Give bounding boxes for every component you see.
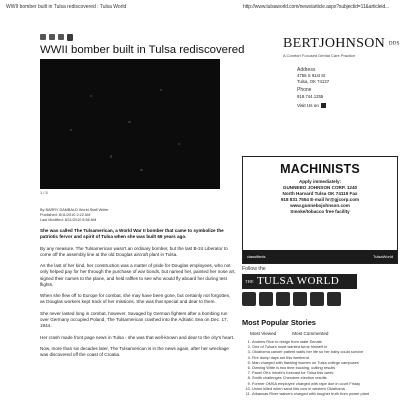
popular-item[interactable]: 6. Owning Witte is two time bucking, cutting results — [252, 365, 398, 370]
article-lead: She was called The Tulsamerican, a World War II bomber that came to symbolize the patriotic fervor and spirit of Tulsa when she was built 66 years ago. — [40, 228, 224, 240]
popular-item[interactable]: 10. Union killed when sand hits cow in western Oklahoma — [252, 386, 398, 391]
classifieds-label: classifieds — [247, 254, 266, 259]
byline-modified: Last Modified: 8/11/2010 8:56 AM — [40, 218, 97, 222]
article-paragraph: When she flew off to Europe for combat, she may have been gone, but certainly not forgotten, as Douglas workers kept track of her missions. She was that special and dear to them. — [40, 293, 231, 305]
print-icon[interactable] — [40, 34, 46, 40]
popular-title: Most Popular Stories — [242, 318, 316, 327]
ad-line: 918 831 7554 E-mail hr@gjcorp.com — [280, 197, 360, 202]
ad-line: www.gunnebojohnson.com — [290, 203, 350, 208]
popular-item[interactable]: 4. Fire dump days set this weekend — [252, 355, 398, 360]
machinists-ad[interactable] — [242, 156, 398, 264]
popular-item[interactable]: 1. Andrew Rice to resign from state Senate — [252, 339, 398, 344]
rss-icon[interactable] — [293, 292, 307, 306]
email-icon[interactable] — [49, 34, 55, 40]
article-paragraph: Now, more than six decades later, The Tulsamerican is in the news again, after her wreckage was discovered off the coast of Croatia. — [40, 346, 229, 358]
facebook-icon[interactable] — [242, 292, 256, 306]
ad-line: Apply immediately: — [298, 179, 342, 184]
popular-item[interactable]: 3. Oklahoma cancer patient waits her life so her baby could survive — [252, 349, 398, 354]
follow-section — [242, 266, 398, 306]
facebook-icon[interactable] — [67, 34, 73, 41]
popular-item[interactable]: 11. Arkansas River waivers charged with tougher truth from power plant — [252, 391, 398, 396]
dentist-ad[interactable] — [283, 36, 400, 154]
dentist-logo: BERTJOHNSON DDS — [283, 36, 400, 51]
ad-footer — [243, 250, 397, 263]
share-toolbar — [40, 33, 73, 41]
print-header — [0, 0, 400, 14]
popular-item[interactable]: 2. One of Tulsa's most wanted turns himself in — [252, 344, 398, 349]
popular-list — [242, 339, 398, 396]
social-icons — [242, 292, 398, 306]
youtube-icon[interactable] — [310, 292, 324, 306]
phone-label: Phone — [297, 87, 312, 94]
dentist-contact — [297, 68, 395, 99]
address-label: Address — [297, 67, 316, 73]
tulsa-world-banner[interactable]: $^{THE}$ TULSA WORLD — [242, 274, 357, 289]
page-title: WWII bomber built in Tulsa rediscovered : Tulsa World — [6, 4, 127, 10]
byline-author: By BARRY DAMBALD World Staff Writer — [40, 208, 109, 212]
follow-label: Follow the — [242, 266, 266, 272]
popular-tabs — [242, 331, 398, 336]
article-paragraph: Her crash made front page news in Tulsa - she was that well-known and dear to the city's heart. — [40, 334, 235, 340]
visit-us-link[interactable]: Visit Us on — [297, 103, 395, 108]
byline — [40, 208, 109, 223]
ad-title: MACHINISTS — [280, 162, 360, 176]
popular-item[interactable]: 5. Man charged with flashing women on Tulsa college campuses — [252, 360, 398, 365]
tab-most-commented[interactable]: Most Commented — [292, 331, 329, 336]
phone-number: 918.744.1255 — [297, 93, 324, 99]
article-paragraph: By any measure, The Tulsamerican wasn't an ordinary bomber, but the last B-24 Liberator to come off the assembly line at the old Douglas aircraft plant in Tulsa. — [40, 245, 228, 257]
popular-item[interactable]: 8. Smith challenges Cherokee election results — [252, 375, 398, 380]
tab-most-viewed[interactable]: Most Viewed — [250, 331, 277, 336]
popular-stories — [242, 318, 398, 396]
dentist-tagline: A Comfort Focused Dental Care Practice — [283, 53, 356, 58]
article-headline: WWII bomber built in Tulsa rediscovered — [40, 44, 245, 56]
byline-published: Published: 8/11/2010 2:22 AM — [40, 213, 91, 217]
ad-line: North Harvard Tulsa OK 74115 Fax — [282, 191, 358, 196]
email-icon[interactable] — [327, 292, 341, 306]
popular-item[interactable]: 9. Former OMSA employee charged with rape due in court Friday — [252, 381, 398, 386]
photo-counter: 1 / 5 — [40, 190, 48, 195]
article-photo[interactable] — [40, 59, 220, 189]
facebook-icon[interactable] — [321, 103, 326, 108]
ad-line: GUNNEBO JOHNSON CORP. 1240 — [282, 185, 358, 190]
tulsaworld-label: TulsaWorld — [372, 254, 393, 259]
ad-line: Smoke/tobacco free facility — [290, 209, 350, 214]
article-paragraph: She never lasted long in combat, however. Savaged by German fighters after a bombing run over Germany occupied Poland, The Tulsamerican crashed into the Adriatic Sea on Dec. 17, 1944. — [40, 310, 228, 329]
text-size-icon[interactable] — [58, 34, 64, 40]
article-paragraph: As the last of her kind, her construction was a matter of pride for Douglas employees, who not only helped pay for her through the purchase of war bonds, but named her, painted her nose art, signed their names to the plane, and held raffles to see who would fly aboard her during test flights. — [40, 263, 236, 287]
mobile-icon[interactable] — [276, 292, 290, 306]
article-body — [40, 228, 236, 364]
address-line: 4755 S 91st St — [297, 73, 326, 79]
address-line: Tulsa, OK 74137 — [297, 78, 330, 84]
popular-item[interactable]: 7. Panel OKs Inhofe's forecast for Tulsa this week — [252, 370, 398, 375]
page-url[interactable]: http://www.tulsaworld.com/news/article.aspx?subjectid=11&articleid... — [243, 4, 389, 10]
twitter-icon[interactable] — [259, 292, 273, 306]
